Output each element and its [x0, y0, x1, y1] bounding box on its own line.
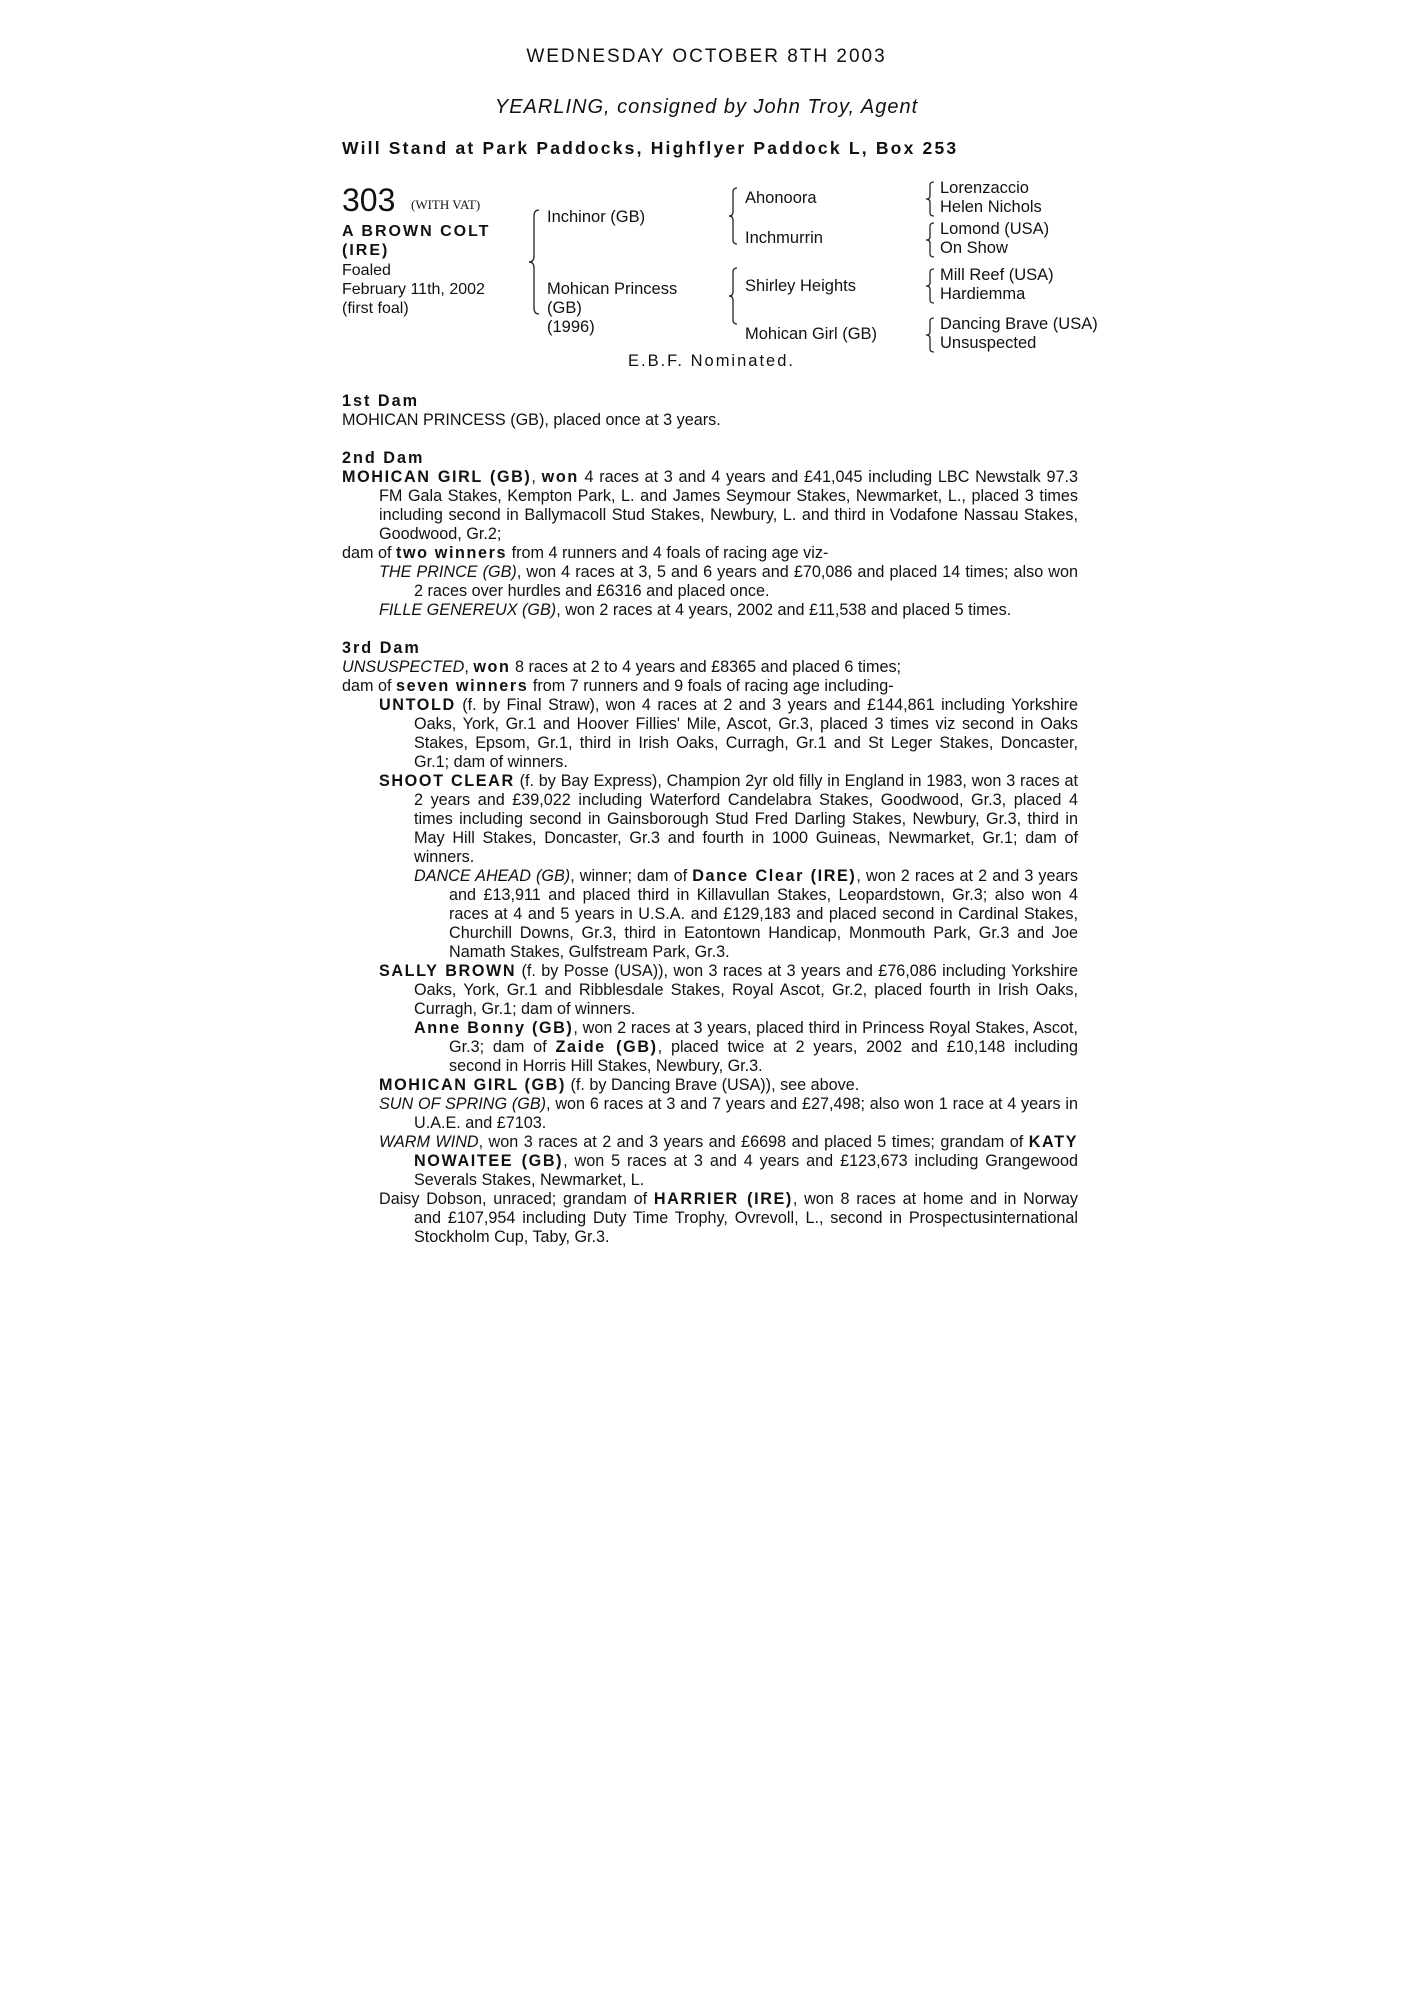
progeny-entry-daisy-dobson: Daisy Dobson, unraced; grandam of HARRIER (IRE), won 8 races at home and in Norway and £107,954 including Duty Time Trophy, Ovrevoll, L., second in Prospectusinternational Stockholm Cup, Taby, Gr.3. — [379, 1190, 1078, 1246]
progeny-entry-sally-brown: SALLY BROWN (f. by Posse (USA)), won 3 races at 3 years and £76,086 including Yorkshire Oaks, York, Gr.1 and Ribblesdale Stakes, Royal Ascot, Gr.2, placed fourth in Irish Oaks, Curragh, Gr.1; dam of winners. — [379, 962, 1078, 1018]
third-dam-record: UNSUSPECTED, won 8 races at 2 to 4 years and £8365 and placed 6 times; — [342, 658, 902, 676]
pedigree-gen3-8: Unsuspected — [940, 334, 1037, 352]
second-dam-text: 4 races at 3 and 4 years and £41,045 including LBC Newstalk 97.3 FM Gala Stakes, Kempton Park, L. and James Seymour Stakes, Newmarket, L., placed 3 times including second in Ballymacoll Stud Stakes, Newbury, L. and third in Vodafone Nassau Stakes, Goodwood, Gr.2; — [379, 468, 1079, 543]
second-dam-winners: two winners — [396, 544, 508, 562]
pedigree-gen3-6: Hardiemma — [940, 285, 1026, 303]
progeny-text: , won 4 races at 3, 5 and 6 years and £70,086 and placed 14 times; also won 2 races over hurdles and £6316 and placed once. — [414, 563, 1078, 600]
family-notes — [342, 392, 1078, 1247]
pedigree-gen3-2: Helen Nichols — [940, 198, 1042, 216]
pedigree-gen3-3: Lomond (USA) — [940, 220, 1050, 238]
ebf-text: E.B.F. Nominated. — [628, 352, 795, 370]
brace-gen3-b — [924, 221, 936, 259]
progeny-entry — [342, 601, 1078, 620]
pedigree-sire-dam: Inchmurrin — [745, 229, 823, 247]
progeny-text: , won 2 races at 4 years, 2002 and £11,538 and placed 5 times. — [556, 601, 1012, 619]
third-dam-heading: 3rd Dam — [342, 639, 421, 657]
pedigree-dam-line1: Mohican Princess — [547, 280, 678, 298]
foaled-info — [342, 261, 485, 318]
progeny-name: FILLE GENEREUX (GB) — [379, 601, 557, 619]
brace-gen3-a — [924, 180, 936, 218]
stand-location: Will Stand at Park Paddocks, Highflyer Paddock L, Box 253 — [342, 138, 959, 158]
sale-date: WEDNESDAY OCTOBER 8TH 2003 — [526, 46, 887, 67]
brace-gen2-dam — [727, 266, 739, 326]
brace-gen3-c — [924, 267, 936, 305]
grandprogeny-entry-dance-ahead: DANCE AHEAD (GB), winner; dam of Dance Clear (IRE), won 2 races at 2 and 3 years and £13,911 and placed third in Killavullan Stakes, Leopardstown, Gr.3; also won 4 races at 4 and 5 years in U.S.A. and £129,183 and placed second in Cardinal Stakes, Churchill Downs, Gr.3, third in Eatontown Handicap, Monmouth Park, Gr.3 and Joe Namath Stakes, Gulfstream Park, Gr.3. — [414, 867, 1078, 961]
consignment-line: YEARLING, consigned by John Troy, Agent — [494, 96, 919, 118]
pedigree-dam — [547, 280, 677, 337]
foal-note: (first foal) — [342, 300, 409, 317]
brace-gen2-sire — [727, 186, 739, 246]
third-dam-winners: seven winners — [396, 677, 529, 695]
third-dam-won: won — [473, 658, 511, 676]
foaled-date: February 11th, 2002 — [342, 281, 485, 298]
brace-gen3-d — [924, 316, 936, 354]
second-dam-heading: 2nd Dam — [342, 449, 425, 467]
second-dam-record: MOHICAN GIRL (GB), won 4 races at 3 and 4 years and £41,045 including LBC Newstalk 97.3 FM Gala Stakes, Kempton Park, L. and James Seymour Stakes, Newmarket, L., placed 3 times including second in Ballymacoll Stud Stakes, Newbury, L. and third in Vodafone Nassau Stakes, Goodwood, Gr.2; — [342, 468, 1079, 543]
pedigree-sire-sire: Ahonoora — [745, 189, 817, 207]
pedigree-dam-line3: (1996) — [547, 318, 595, 336]
progeny-entry-sun-of-spring: SUN OF SPRING (GB), won 6 races at 3 and 7 years and £27,498; also won 1 race at 4 years in U.A.E. and £7103. — [379, 1095, 1078, 1132]
pedigree-gen3-5: Mill Reef (USA) — [940, 266, 1054, 284]
first-dam-text: MOHICAN PRINCESS (GB), placed once at 3 years. — [342, 411, 721, 429]
foaled-label: Foaled — [342, 262, 391, 279]
lot-description: A BROWN COLT (IRE) — [342, 223, 491, 259]
progeny-entry-mohican-girl: MOHICAN GIRL (GB) (f. by Dancing Brave (USA)), see above. — [379, 1076, 860, 1094]
progeny-entry-shoot-clear: SHOOT CLEAR (f. by Bay Express), Champion 2yr old filly in England in 1983, won 3 races at 2 years and £39,022 including Waterford Candelabra Stakes, Goodwood, Gr.3, placed 4 times including second in Gainsborough Stud Fred Darling Stakes, Newbury, Gr.3, third in May Hill Stakes, Doncaster, Gr.3 and fourth in 1000 Guineas, Newmarket, Gr.1; dam of winners. — [379, 772, 1078, 866]
pedigree-gen3-7: Dancing Brave (USA) — [940, 315, 1098, 333]
vat-note: (WITH VAT) — [411, 197, 481, 212]
pedigree-gen3-4: On Show — [940, 239, 1008, 257]
grandprogeny-entry-anne-bonny: Anne Bonny (GB), won 2 races at 3 years, placed third in Princess Royal Stakes, Ascot, Gr.3; dam of Zaide (GB), placed twice at 2 years, 2002 and £10,148 including second in Horris Hill Stakes, Newbury, Gr.3. — [414, 1019, 1078, 1075]
second-dam-name: MOHICAN GIRL (GB) — [342, 468, 532, 486]
progeny-entry-untold: UNTOLD (f. by Final Straw), won 4 races at 2 and 3 years and £144,861 including Yorkshire Oaks, York, Gr.1 and Hoover Fillies' Mile, Ascot, Gr.3, placed 3 times viz second in Oaks Stakes, Epsom, Gr.1, third in Irish Oaks, Curragh, Gr.1 and St Leger Stakes, Doncaster, Gr.1; dam of winners. — [379, 696, 1078, 771]
progeny-entry-warm-wind: WARM WIND, won 3 races at 2 and 3 years and £6698 and placed 5 times; grandam of KATY NOWAITEE (GB), won 5 races at 3 and 4 years and £123,673 including Grangewood Severals Stakes, Newmarket, L. — [379, 1133, 1078, 1189]
pedigree-dam-dam: Mohican Girl (GB) — [745, 325, 878, 343]
brace-gen1 — [527, 208, 541, 316]
ebf-nomination — [0, 352, 1413, 371]
third-dam-name: UNSUSPECTED — [342, 658, 465, 676]
pedigree-sire: Inchinor (GB) — [547, 208, 646, 226]
lot-number: 303 — [342, 182, 396, 218]
pedigree-gen3-1: Lorenzaccio — [940, 179, 1029, 197]
pedigree-dam-line2: (GB) — [547, 299, 582, 317]
second-dam-won: won — [541, 468, 579, 486]
first-dam-heading: 1st Dam — [342, 392, 419, 410]
progeny-entry — [342, 563, 1078, 601]
third-dam-produce-line: dam of seven winners from 7 runners and 9 foals of racing age including- — [342, 677, 894, 695]
progeny-name: THE PRINCE (GB) — [379, 563, 517, 581]
second-dam-produce-line: dam of two winners from 4 runners and 4 foals of racing age viz- — [342, 544, 829, 562]
pedigree-dam-sire: Shirley Heights — [745, 277, 856, 295]
